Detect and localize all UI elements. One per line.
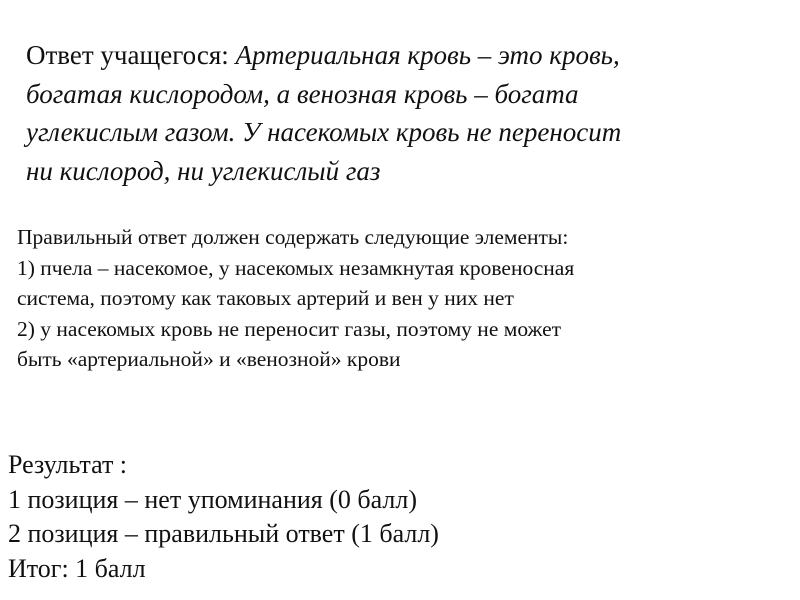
result-total: Итог: 1 балл <box>8 553 146 583</box>
student-answer-line-1 <box>26 36 621 75</box>
student-answer-line-3: углекислым газом. У насекомых кровь не переносит <box>26 117 622 147</box>
grading-result <box>8 448 439 586</box>
criteria-line: система, поэтому как таковых артерий и вен у них нет <box>17 286 514 310</box>
criteria-intro: Правильный ответ должен содержать следующие элементы: <box>17 225 569 249</box>
student-answer-text: Артериальная кровь – это кровь, <box>235 40 620 70</box>
student-answer-line-4: ни кислород, ни углекислый газ <box>26 155 381 186</box>
student-answer-label: Ответ учащегося: <box>26 40 236 70</box>
student-answer-line-2: богатая кислородом, а венозная кровь – богата <box>26 78 579 109</box>
criteria-line: 1) пчела – насекомое, у насекомых незамкнутая кровеносная <box>17 255 575 280</box>
student-answer <box>26 36 621 190</box>
correct-answer-criteria <box>17 222 574 375</box>
criteria-line: 2) у насекомых кровь не переносит газы, поэтому не может <box>17 316 562 341</box>
result-item: 2 позиция – правильный ответ (1 балл) <box>8 519 439 548</box>
criteria-line: быть «артериальной» и «венозной» крови <box>17 347 401 371</box>
result-heading: Результат : <box>8 450 128 479</box>
result-item: 1 позиция – нет упоминания (0 балл) <box>8 484 417 514</box>
